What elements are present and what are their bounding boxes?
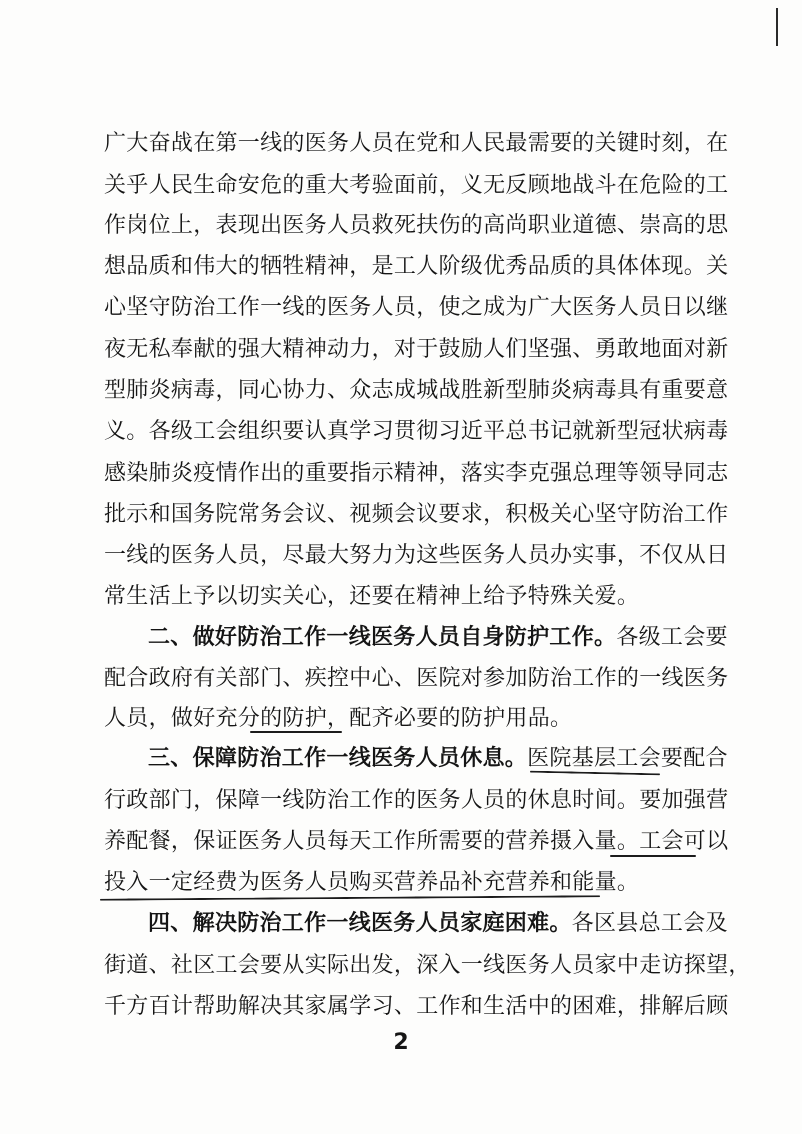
paragraph-line: 心坚守防治工作一线的医务人员，使之成为广大医务人员日以继 xyxy=(104,295,729,320)
paragraph-line: 广大奋战在第一线的医务人员在党和人民最需要的关键时刻，在 xyxy=(104,131,729,156)
paragraph-line: 关乎人民生命安危的重大考验面前，义无反顾地战斗在危险的工 xyxy=(104,173,729,198)
paragraph-line: 人员，做好充分的防护，配齐必要的防护用品。 xyxy=(104,706,573,731)
paragraph-line: 行政部门，保障一线防治工作的医务人员的休息时间。要加强营 xyxy=(104,788,729,813)
paragraph-line: 型肺炎病毒，同心协力、众志成城战胜新型肺炎病毒具有重要意 xyxy=(104,378,729,403)
paragraph-line: 养配餐，保证医务人员每天工作所需要的营养摄入量。工会可以 xyxy=(104,829,729,854)
section-2-heading: 二、做好防治工作一线医务人员自身防护工作。 xyxy=(148,625,617,650)
handwritten-underline xyxy=(610,855,696,857)
paragraph-line: 千方百计帮助解决其家属学习、工作和生活中的困难，排解后顾 xyxy=(104,994,729,1019)
paragraph-line: 配合政府有关部门、疾控中心、医院对参加防治工作的一线医务 xyxy=(104,666,729,691)
section-2-first-line xyxy=(148,624,728,652)
paragraph-line: 作岗位上，表现出医务人员救死扶伤的高尚职业道德、崇高的思 xyxy=(104,213,729,238)
paragraph-line: 义。各级工会组织要认真学习贯彻习近平总书记就新型冠状病毒 xyxy=(104,419,729,444)
paragraph-line: 常生活上予以切实关心，还要在精神上给予特殊关爱。 xyxy=(104,584,640,609)
paragraph-line: 感染肺炎疫情作出的重要指示精神，落实李克强总理等领导同志 xyxy=(104,461,729,486)
section-3-heading: 三、保障防治工作一线医务人员休息。 xyxy=(148,746,528,771)
page-number: 2 xyxy=(393,1030,409,1055)
paragraph-line: 一线的医务人员，尽最大努力为这些医务人员办实事，不仅从日 xyxy=(104,543,729,568)
paragraph-line: 投入一定经费为医务人员购买营养品补充营养和能量。 xyxy=(104,870,640,895)
paragraph-line: 批示和国务院常务会议、视频会议要求，积极关心坚守防治工作 xyxy=(104,502,729,527)
section-4-heading: 四、解决防治工作一线医务人员家庭困难。 xyxy=(148,911,572,936)
paragraph-line: 想品质和伟大的牺牲精神，是工人阶级优秀品质的具体体现。关 xyxy=(104,254,729,279)
section-2-text: 各级工会要 xyxy=(616,625,728,650)
section-4-first-line xyxy=(148,910,728,938)
paragraph-line: 街道、社区工会要从实际出发，深入一线医务人员家中走访探望， xyxy=(104,953,751,978)
section-3-first-line xyxy=(148,745,728,773)
section-4-text: 各区县总工会及 xyxy=(571,911,728,936)
paragraph-line: 夜无私奉献的强大精神动力，对于鼓励人们坚强、勇敢地面对新 xyxy=(104,337,729,362)
handwritten-underline xyxy=(250,731,342,733)
section-3-text: 医院基层工会要配合 xyxy=(527,746,728,771)
